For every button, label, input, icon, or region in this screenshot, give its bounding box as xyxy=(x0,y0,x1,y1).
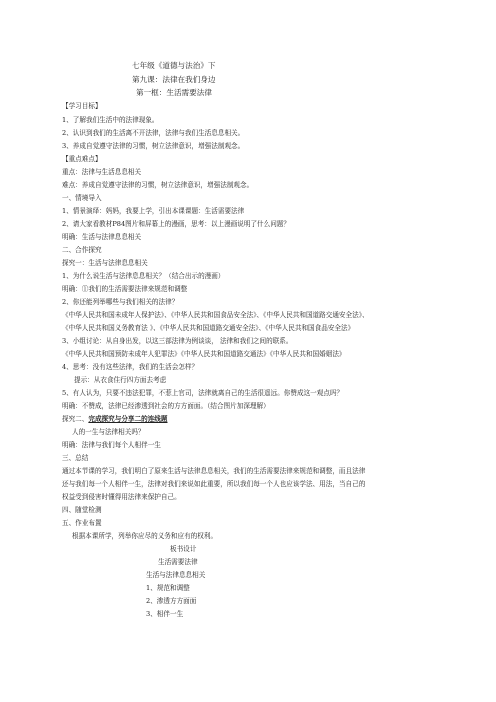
goals-heading: 【学习目标】 xyxy=(62,102,102,110)
intro-item: 1、情景演绎：妈妈，我要上学，引出本课课题：生活需要法律 xyxy=(62,207,245,215)
explore-question: 人的一生与法律相关吗？ xyxy=(72,428,145,436)
goal-item: 1、了解我们生活中的法律现象。 xyxy=(62,116,159,124)
law-list-line: 《中华人民共和国未成年人保护法》、《中华人民共和国食品安全法》、《中华人民共和国道路交通安全法》、 xyxy=(62,311,369,319)
intro-answer: 明确：生活与法律息息相关 xyxy=(62,233,142,241)
explore-topic-2-prefix: 探究二、 xyxy=(62,415,89,423)
law-list-line: 《中华人民共和国预防未成年人犯罪法》《中华人民共和国道路交通法》《中华人民共和国婚姻法》 xyxy=(62,350,346,358)
explore-question: 4、思考：没有这些法律，我们的生活会怎样？ xyxy=(62,363,199,371)
goal-item: 2、认识到我们的生活离不开法律，法律与我们生活息息相关。 xyxy=(62,129,245,137)
explore-answer: 明确：①我们的生活需要法律来规范和调整 xyxy=(62,285,188,293)
law-list-line: 《中华人民共和国义务教育法 》、《中华人民共和国道路交通安全法》、《中华人民共和国食品安全法》 xyxy=(62,324,355,332)
board-item: 1、规范和调整 xyxy=(146,584,190,592)
key-point-focus: 重点：法律与生活息息相关 xyxy=(62,168,142,176)
doc-title-lesson: 第九课：法律在我们身边 xyxy=(132,75,216,84)
doc-title-section: 第一框：生活需要法律 xyxy=(136,88,212,97)
intro-item: 2、请大家看教材P84图片和屏幕上的漫画，思考：以上漫画说明了什么问题？ xyxy=(62,220,291,228)
key-point-difficulty: 难点：养成自觉遵守法律的习惯，树立法律意识，增强法制观念。 xyxy=(62,181,254,189)
explore-answer: 明确：法律与我们每个人相伴一生 xyxy=(62,441,161,449)
check-heading: 四、随堂检测 xyxy=(62,506,102,514)
goal-item: 3、养成自觉遵守法律的习惯，树立法律意识，增强法制观念。 xyxy=(62,142,245,150)
explore-question: 1、为什么说生活与法律息息相关？（结合出示的漫画） xyxy=(62,272,225,280)
intro-heading: 一、情境导入 xyxy=(62,194,102,202)
key-points-heading: 【重点难点】 xyxy=(62,155,102,163)
board-line: 生活与法律息息相关 xyxy=(146,571,206,579)
explore-hint: 提示：从衣食住行四方面去考虑 xyxy=(74,376,167,384)
explore-topic-2 xyxy=(62,415,168,423)
summary-paragraph-line: 通过本节课的学习，我们明白了原来生活与法律息息相关，我们的生活需要法律来规范和调整，而且法律 xyxy=(62,467,366,475)
explore-question: 5、有人认为，只要不违法犯罪，不惹上官司，法律就离自己的生活很遥远。你赞成这一观点吗？ xyxy=(62,389,344,397)
explore-topic-2-task: 完成探究与分享二的连线题 xyxy=(88,415,168,423)
explore-question: 2、你还能列举哪些与我们相关的法律？ xyxy=(62,298,179,306)
summary-heading: 三、总结 xyxy=(62,454,89,462)
board-line: 生活需要法律 xyxy=(158,558,198,566)
board-item: 3、相伴一生 xyxy=(146,610,184,618)
explore-answer: 明确：不赞成，法律已经渗透到社会的方方面面。（结合图片加深理解） xyxy=(62,402,270,410)
summary-paragraph-line: 权益受到侵害时懂得用法律来保护自己。 xyxy=(62,493,181,501)
explore-heading: 二、合作探究 xyxy=(62,246,102,254)
board-title: 板书设计 xyxy=(170,545,197,553)
explore-topic: 探究一：生活与法律息息相关 xyxy=(62,259,148,267)
doc-title-grade: 七年级《道德与法治》下 xyxy=(132,61,216,70)
explore-question: 3、小组讨论：从自身出发，以这三部法律为例谈谈， 法律和我们之间的联系。 xyxy=(62,337,293,345)
homework-text: 根据本课所学，列举你应尽的义务和应有的权利。 xyxy=(72,532,218,540)
homework-heading: 五、作业布置 xyxy=(62,519,102,527)
summary-paragraph-line: 还与我们每一个人相伴一生，法律对我们来说如此重要，所以我们每一个人也应该学法、用法，当自己的 xyxy=(62,480,366,488)
board-item: 2、渗透方方面面 xyxy=(146,597,197,605)
